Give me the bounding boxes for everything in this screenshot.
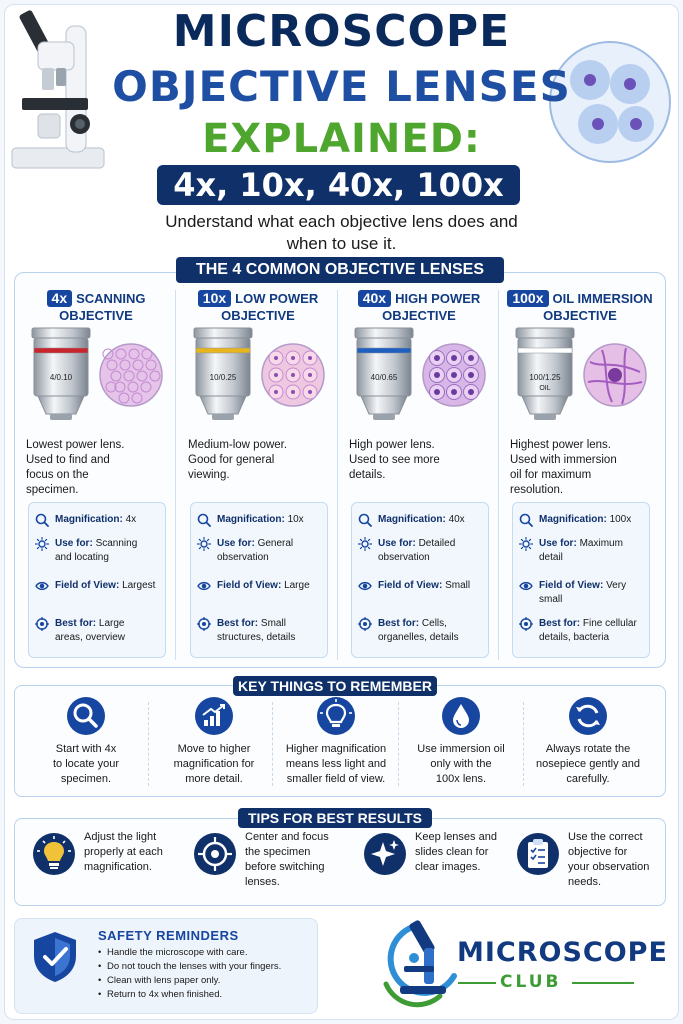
lens-engraving: 100/1.25 xyxy=(529,373,561,382)
key-divider xyxy=(398,702,399,786)
target-icon xyxy=(193,832,237,876)
sun-icon xyxy=(35,537,49,551)
lens-info-box xyxy=(512,502,650,658)
eye-icon xyxy=(519,579,533,593)
tip-text-line: needs. xyxy=(568,876,602,888)
key-item-text xyxy=(397,742,525,787)
specimen-view-icon xyxy=(98,342,164,408)
key-item-text xyxy=(22,742,150,787)
tip-item xyxy=(32,830,192,900)
rotate-icon xyxy=(568,696,608,736)
info-value: Small xyxy=(445,580,471,591)
objective-lens-icon xyxy=(26,326,96,422)
tip-text-line: your observation xyxy=(568,861,650,873)
lens-desc-line: Used to find and xyxy=(26,454,110,466)
key-text-line: specimen. xyxy=(60,773,112,785)
column-divider xyxy=(337,290,338,660)
tip-text-line: objective for xyxy=(568,846,628,858)
lens-desc-line: Medium-low power. xyxy=(188,439,288,451)
lens-name-line-2: OBJECTIVE xyxy=(543,308,617,323)
sun-icon xyxy=(358,537,372,551)
info-value: observation xyxy=(217,552,269,563)
safety-item: • Return to 4x when finished. xyxy=(98,988,314,1002)
info-value: 10x xyxy=(287,514,304,525)
safety-item: • Do not touch the lenses with your fingers. xyxy=(98,960,314,974)
info-value: Detailed xyxy=(418,538,456,549)
tips-section-title: TIPS FOR BEST RESULTS xyxy=(238,808,432,828)
info-label: Magnification: xyxy=(55,514,123,525)
lens-mag-badge: 40x xyxy=(358,290,391,307)
lens-desc-line: oil for maximum xyxy=(510,469,592,481)
info-label: Best for: xyxy=(539,618,581,629)
lens-desc-line: specimen. xyxy=(26,484,79,496)
eye-icon xyxy=(197,579,211,593)
info-label: Use for: xyxy=(378,538,416,549)
info-value: 40x xyxy=(448,514,465,525)
info-value: Cells, xyxy=(421,618,447,629)
info-label: Use for: xyxy=(55,538,93,549)
lens-desc-line: Highest power lens. xyxy=(510,439,611,451)
tip-text-line: Adjust the light xyxy=(84,831,157,843)
lens-heading xyxy=(341,290,497,324)
lens-description xyxy=(510,438,650,498)
info-value: Scanning xyxy=(95,538,138,549)
info-value: Maximum xyxy=(579,538,623,549)
info-value: Very xyxy=(606,580,627,591)
objective-lens-icon xyxy=(510,326,580,422)
lens-desc-line: Lowest power lens. xyxy=(26,439,125,451)
tip-text-line: clear images. xyxy=(415,861,481,873)
sparkle-icon xyxy=(363,832,407,876)
info-value: 4x xyxy=(125,514,137,525)
logo-rule-right xyxy=(572,982,634,984)
intro-line-2: when to use it. xyxy=(286,234,397,253)
tip-text-line: lenses. xyxy=(245,876,280,888)
lens-name-line-1: OIL IMMERSION xyxy=(552,291,653,306)
info-value: areas, overview xyxy=(55,632,126,643)
eye-icon xyxy=(35,579,49,593)
info-label: Field of View: xyxy=(539,580,604,591)
lens-heading xyxy=(180,290,336,324)
key-divider xyxy=(272,702,273,786)
key-text-line: more detail. xyxy=(185,773,243,785)
key-text-line: Start with 4x xyxy=(55,743,117,755)
safety-list xyxy=(98,946,314,1002)
key-text-line: Use immersion oil xyxy=(417,743,505,755)
lens-desc-line: Good for general xyxy=(188,454,275,466)
key-item-text xyxy=(150,742,278,787)
logo-text-microscope: MICROSCOPE xyxy=(457,937,668,968)
target-icon xyxy=(519,617,533,631)
key-text-line: Move to higher xyxy=(177,743,251,755)
safety-item: • Clean with lens paper only. xyxy=(98,974,314,988)
info-label: Best for: xyxy=(217,618,259,629)
tip-item xyxy=(193,830,353,900)
key-item xyxy=(524,696,652,796)
key-divider xyxy=(523,702,524,786)
info-label: Field of View: xyxy=(217,580,282,591)
key-item-text xyxy=(524,742,652,787)
clipboard-icon xyxy=(516,832,560,876)
key-text-line: 100x lens. xyxy=(435,773,487,785)
info-value: and locating xyxy=(55,552,109,563)
magnifier-icon xyxy=(197,513,211,527)
target-icon xyxy=(197,617,211,631)
lens-engraving: 4/0.10 xyxy=(49,373,73,382)
lens-mag-badge: 100x xyxy=(507,290,548,307)
tip-text xyxy=(84,830,190,875)
info-value: Large xyxy=(98,618,125,629)
lens-name-line-1: LOW POWER xyxy=(235,291,319,306)
tip-text-line: Center and focus xyxy=(245,831,329,843)
logo-text-club: CLUB xyxy=(500,972,562,992)
info-label: Magnification: xyxy=(378,514,446,525)
tip-text xyxy=(245,830,351,890)
key-item xyxy=(397,696,525,796)
column-divider xyxy=(498,290,499,660)
sun-icon xyxy=(519,537,533,551)
subtitle-pill: 4x, 10x, 40x, 100x xyxy=(157,165,520,205)
info-label: Use for: xyxy=(217,538,255,549)
lens-engraving: 10/0.25 xyxy=(209,373,237,382)
info-value: Largest xyxy=(122,580,156,591)
lens-desc-line: resolution. xyxy=(510,484,564,496)
key-text-line: smaller field of view. xyxy=(286,773,386,785)
info-value: structures, details xyxy=(217,632,296,643)
magnifier-icon xyxy=(519,513,533,527)
title-line-3: EXPLAINED: xyxy=(202,116,481,162)
key-item xyxy=(150,696,278,796)
lens-column-40x xyxy=(341,284,497,664)
column-divider xyxy=(175,290,176,660)
lens-desc-line: focus on the xyxy=(26,469,89,481)
key-text-line: Higher magnification xyxy=(285,743,387,755)
key-text-line: to locate your xyxy=(52,758,120,770)
target-icon xyxy=(35,617,49,631)
safety-title: SAFETY REMINDERS xyxy=(98,928,239,943)
lens-mag-badge: 4x xyxy=(47,290,73,307)
lens-desc-line: viewing. xyxy=(188,469,230,481)
lens-desc-line: Used to see more xyxy=(349,454,440,466)
magnifier-icon xyxy=(66,696,106,736)
info-label: Magnification: xyxy=(217,514,285,525)
key-text-line: nosepiece gently and xyxy=(536,758,640,770)
title-line-1: MICROSCOPE xyxy=(172,6,511,57)
lightbulb-icon xyxy=(316,696,356,736)
tip-text-line: properly at each xyxy=(84,846,163,858)
magnifier-icon xyxy=(35,513,49,527)
lens-info-box xyxy=(351,502,489,658)
tip-text-line: slides clean for xyxy=(415,846,489,858)
intro-line-1: Understand what each objective lens does and xyxy=(165,212,518,231)
info-value: Large xyxy=(284,580,310,591)
lens-engraving-oil: OIL xyxy=(539,385,551,392)
info-value: detail xyxy=(539,552,563,563)
key-divider xyxy=(148,702,149,786)
info-value: details, bacteria xyxy=(539,632,610,643)
tip-item xyxy=(516,830,676,900)
lens-description xyxy=(188,438,328,483)
lens-heading xyxy=(18,290,174,324)
lens-description xyxy=(26,438,166,498)
tip-text-line: Keep lenses and xyxy=(415,831,497,843)
tip-text-line: the specimen xyxy=(245,846,311,858)
key-item xyxy=(272,696,400,796)
info-value: small xyxy=(539,594,563,605)
key-text-line: carefully. xyxy=(566,773,610,785)
lens-info-box xyxy=(28,502,166,658)
eye-icon xyxy=(358,579,372,593)
info-label: Best for: xyxy=(55,618,97,629)
info-value: General xyxy=(257,538,294,549)
lens-desc-line: Used with immersion xyxy=(510,454,617,466)
lens-name-line-2: OBJECTIVE xyxy=(59,308,133,323)
info-label: Field of View: xyxy=(55,580,120,591)
lens-heading xyxy=(502,290,658,324)
lens-description xyxy=(349,438,489,483)
info-value: organelles, details xyxy=(378,632,459,643)
specimen-view-icon xyxy=(260,342,326,408)
lens-engraving: 40/0.65 xyxy=(370,373,398,382)
tip-item xyxy=(363,830,523,900)
lens-mag-badge: 10x xyxy=(198,290,231,307)
tip-text xyxy=(568,830,674,890)
lightbulb-icon xyxy=(32,832,76,876)
microscope-club-logo-icon xyxy=(378,914,460,1008)
lens-name-line-1: SCANNING xyxy=(76,291,146,306)
lens-name-line-2: OBJECTIVE xyxy=(382,308,456,323)
key-text-line: only with the xyxy=(430,758,492,770)
lens-desc-line: details. xyxy=(349,469,386,481)
magnifier-icon xyxy=(358,513,372,527)
key-section-title: KEY THINGS TO REMEMBER xyxy=(233,676,437,696)
lens-desc-line: High power lens. xyxy=(349,439,435,451)
target-icon xyxy=(358,617,372,631)
lens-name-line-1: HIGH POWER xyxy=(395,291,481,306)
specimen-view-icon xyxy=(582,342,648,408)
specimen-view-icon xyxy=(421,342,487,408)
sun-icon xyxy=(197,537,211,551)
info-value: Small xyxy=(260,618,286,629)
tip-text xyxy=(415,830,521,875)
shield-check-icon xyxy=(30,930,80,984)
objective-lens-icon xyxy=(349,326,419,422)
logo-rule-left xyxy=(458,982,496,984)
key-item xyxy=(22,696,150,796)
info-label: Field of View: xyxy=(378,580,443,591)
lens-column-4x xyxy=(18,284,174,664)
info-label: Best for: xyxy=(378,618,420,629)
info-label: Magnification: xyxy=(539,514,607,525)
info-value: Fine cellular xyxy=(582,618,637,629)
tip-text-line: Use the correct xyxy=(568,831,643,843)
lens-name-line-2: OBJECTIVE xyxy=(221,308,295,323)
intro-text xyxy=(0,211,683,255)
growth-chart-icon xyxy=(194,696,234,736)
title-line-2: OBJECTIVE LENSES xyxy=(112,62,571,111)
lens-column-10x xyxy=(180,284,336,664)
info-label: Use for: xyxy=(539,538,577,549)
objective-lens-icon xyxy=(188,326,258,422)
tip-text-line: magnification. xyxy=(84,861,152,873)
key-text-line: magnification for xyxy=(173,758,255,770)
key-text-line: means less light and xyxy=(285,758,387,770)
tip-text-line: before switching xyxy=(245,861,325,873)
key-item-text xyxy=(272,742,400,787)
lens-info-box xyxy=(190,502,328,658)
safety-item: • Handle the microscope with care. xyxy=(98,946,314,960)
info-value: 100x xyxy=(609,514,632,525)
lens-column-100x xyxy=(502,284,658,664)
info-value: observation xyxy=(378,552,430,563)
lenses-section-title: THE 4 COMMON OBJECTIVE LENSES xyxy=(176,257,504,283)
key-text-line: Always rotate the xyxy=(545,743,631,755)
oil-drop-icon xyxy=(441,696,481,736)
